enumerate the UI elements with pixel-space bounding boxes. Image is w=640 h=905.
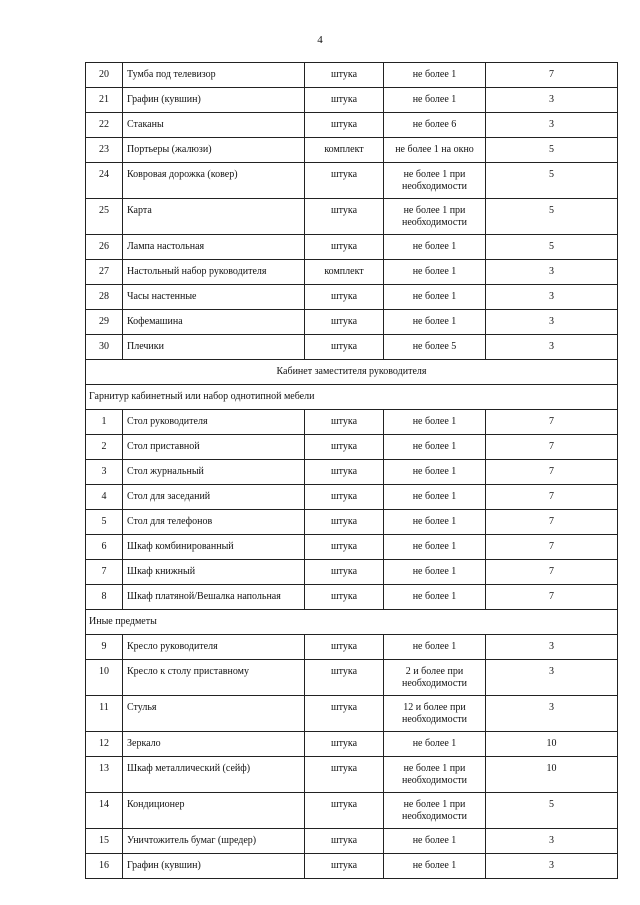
item-name: Кресло к столу приставному <box>123 660 305 696</box>
item-number: 6 <box>86 535 123 560</box>
item-unit: штука <box>305 410 384 435</box>
item-unit: штука <box>305 635 384 660</box>
item-term: 3 <box>486 696 618 732</box>
item-number: 30 <box>86 335 123 360</box>
item-quantity: не более 1 <box>384 854 486 879</box>
item-term: 7 <box>486 63 618 88</box>
item-name: Стол приставной <box>123 435 305 460</box>
table-section-other-header <box>86 610 618 635</box>
item-name: Ковровая дорожка (ковер) <box>123 163 305 199</box>
item-number: 10 <box>86 660 123 696</box>
item-number: 4 <box>86 485 123 510</box>
item-term: 5 <box>486 199 618 235</box>
item-term: 7 <box>486 460 618 485</box>
item-name: Портьеры (жалюзи) <box>123 138 305 163</box>
item-number: 3 <box>86 460 123 485</box>
item-quantity: 2 и более при необходимости <box>384 660 486 696</box>
item-unit: штука <box>305 460 384 485</box>
item-number: 12 <box>86 732 123 757</box>
table-row <box>86 829 618 854</box>
item-name: Стол журнальный <box>123 460 305 485</box>
item-unit: штука <box>305 235 384 260</box>
item-quantity: не более 1 при необходимости <box>384 163 486 199</box>
item-quantity: не более 1 <box>384 635 486 660</box>
item-name: Шкаф комбинированный <box>123 535 305 560</box>
item-term: 3 <box>486 113 618 138</box>
table-row <box>86 435 618 460</box>
table-row <box>86 138 618 163</box>
group-title-furniture: Гарнитур кабинетный или набор однотипной мебели <box>86 385 618 410</box>
table-row <box>86 793 618 829</box>
item-term: 10 <box>486 732 618 757</box>
item-quantity: не более 1 при необходимости <box>384 793 486 829</box>
item-term: 7 <box>486 585 618 610</box>
table-row <box>86 732 618 757</box>
item-unit: штука <box>305 435 384 460</box>
table-row <box>86 63 618 88</box>
item-name: Зеркало <box>123 732 305 757</box>
item-name: Тумба под телевизор <box>123 63 305 88</box>
item-number: 9 <box>86 635 123 660</box>
item-number: 23 <box>86 138 123 163</box>
table-row <box>86 460 618 485</box>
item-quantity: 12 и более при необходимости <box>384 696 486 732</box>
item-number: 15 <box>86 829 123 854</box>
item-unit: комплект <box>305 260 384 285</box>
item-term: 7 <box>486 560 618 585</box>
item-quantity: не более 1 при необходимости <box>384 199 486 235</box>
group-title-other: Иные предметы <box>86 610 618 635</box>
item-term: 7 <box>486 485 618 510</box>
table-row <box>86 485 618 510</box>
table-row <box>86 88 618 113</box>
item-unit: штука <box>305 285 384 310</box>
table-row <box>86 535 618 560</box>
table-row <box>86 854 618 879</box>
item-quantity: не более 1 при необходимости <box>384 757 486 793</box>
item-term: 7 <box>486 535 618 560</box>
table-row <box>86 585 618 610</box>
item-number: 24 <box>86 163 123 199</box>
item-unit: штука <box>305 535 384 560</box>
item-unit: штука <box>305 829 384 854</box>
item-quantity: не более 6 <box>384 113 486 138</box>
item-number: 21 <box>86 88 123 113</box>
item-quantity: не более 1 <box>384 510 486 535</box>
item-number: 2 <box>86 435 123 460</box>
item-unit: штука <box>305 310 384 335</box>
item-name: Плечики <box>123 335 305 360</box>
item-number: 8 <box>86 585 123 610</box>
item-name: Стол руководителя <box>123 410 305 435</box>
item-number: 5 <box>86 510 123 535</box>
item-quantity: не более 1 <box>384 485 486 510</box>
item-term: 3 <box>486 854 618 879</box>
item-term: 10 <box>486 757 618 793</box>
item-name: Шкаф металлический (сейф) <box>123 757 305 793</box>
item-number: 7 <box>86 560 123 585</box>
item-name: Кофемашина <box>123 310 305 335</box>
item-quantity: не более 1 <box>384 435 486 460</box>
item-name: Стол для заседаний <box>123 485 305 510</box>
item-number: 28 <box>86 285 123 310</box>
page-number: 4 <box>317 34 323 46</box>
item-unit: штука <box>305 732 384 757</box>
table-row <box>86 335 618 360</box>
table-row <box>86 310 618 335</box>
item-term: 3 <box>486 335 618 360</box>
item-quantity: не более 1 <box>384 285 486 310</box>
table-section-header <box>86 360 618 410</box>
norms-table <box>85 62 618 879</box>
item-term: 3 <box>486 310 618 335</box>
item-name: Кондиционер <box>123 793 305 829</box>
item-term: 7 <box>486 410 618 435</box>
item-number: 14 <box>86 793 123 829</box>
table-row <box>86 510 618 535</box>
table-row <box>86 410 618 435</box>
item-number: 29 <box>86 310 123 335</box>
item-quantity: не более 1 <box>384 235 486 260</box>
item-term: 5 <box>486 138 618 163</box>
item-term: 5 <box>486 235 618 260</box>
item-unit: комплект <box>305 138 384 163</box>
item-number: 1 <box>86 410 123 435</box>
item-unit: штука <box>305 199 384 235</box>
table-row <box>86 260 618 285</box>
item-term: 7 <box>486 510 618 535</box>
item-unit: штука <box>305 793 384 829</box>
item-quantity: не более 1 на окно <box>384 138 486 163</box>
table-row <box>86 199 618 235</box>
item-term: 3 <box>486 660 618 696</box>
item-number: 16 <box>86 854 123 879</box>
item-quantity: не более 1 <box>384 410 486 435</box>
item-unit: штука <box>305 510 384 535</box>
group-row-other <box>86 610 618 635</box>
item-name: Стулья <box>123 696 305 732</box>
item-quantity: не более 1 <box>384 560 486 585</box>
table-row <box>86 285 618 310</box>
item-quantity: не более 1 <box>384 88 486 113</box>
table-row <box>86 235 618 260</box>
item-unit: штука <box>305 335 384 360</box>
item-number: 11 <box>86 696 123 732</box>
item-number: 22 <box>86 113 123 138</box>
item-unit: штука <box>305 660 384 696</box>
item-unit: штука <box>305 757 384 793</box>
item-term: 7 <box>486 435 618 460</box>
table-section-b <box>86 410 618 610</box>
item-unit: штука <box>305 113 384 138</box>
table-row <box>86 163 618 199</box>
item-name: Уничтожитель бумаг (шредер) <box>123 829 305 854</box>
item-name: Кресло руководителя <box>123 635 305 660</box>
item-unit: штука <box>305 485 384 510</box>
item-unit: штука <box>305 560 384 585</box>
item-quantity: не более 1 <box>384 460 486 485</box>
item-unit: штука <box>305 585 384 610</box>
table-row <box>86 635 618 660</box>
item-term: 3 <box>486 635 618 660</box>
item-number: 26 <box>86 235 123 260</box>
item-name: Шкаф книжный <box>123 560 305 585</box>
item-term: 3 <box>486 285 618 310</box>
item-name: Шкаф платяной/Вешалка напольная <box>123 585 305 610</box>
item-term: 5 <box>486 793 618 829</box>
item-quantity: не более 1 <box>384 732 486 757</box>
item-number: 20 <box>86 63 123 88</box>
table-row <box>86 113 618 138</box>
item-term: 3 <box>486 260 618 285</box>
table-row <box>86 560 618 585</box>
section-title: Кабинет заместителя руководителя <box>86 360 618 385</box>
item-unit: штука <box>305 63 384 88</box>
item-number: 27 <box>86 260 123 285</box>
item-quantity: не более 1 <box>384 63 486 88</box>
table-section-c <box>86 635 618 879</box>
table-row <box>86 660 618 696</box>
item-quantity: не более 1 <box>384 829 486 854</box>
group-row-furniture <box>86 385 618 410</box>
item-unit: штука <box>305 854 384 879</box>
item-name: Карта <box>123 199 305 235</box>
item-name: Графин (кувшин) <box>123 88 305 113</box>
item-term: 3 <box>486 88 618 113</box>
item-name: Настольный набор руководителя <box>123 260 305 285</box>
item-unit: штука <box>305 163 384 199</box>
item-quantity: не более 1 <box>384 535 486 560</box>
table-section-a <box>86 63 618 360</box>
item-term: 5 <box>486 163 618 199</box>
item-quantity: не более 1 <box>384 310 486 335</box>
section-title-row <box>86 360 618 385</box>
item-name: Стол для телефонов <box>123 510 305 535</box>
item-term: 3 <box>486 829 618 854</box>
item-unit: штука <box>305 696 384 732</box>
item-quantity: не более 1 <box>384 585 486 610</box>
item-quantity: не более 1 <box>384 260 486 285</box>
item-name: Часы настенные <box>123 285 305 310</box>
item-number: 25 <box>86 199 123 235</box>
table-row <box>86 696 618 732</box>
item-number: 13 <box>86 757 123 793</box>
item-quantity: не более 5 <box>384 335 486 360</box>
item-unit: штука <box>305 88 384 113</box>
item-name: Стаканы <box>123 113 305 138</box>
item-name: Графин (кувшин) <box>123 854 305 879</box>
table-row <box>86 757 618 793</box>
item-name: Лампа настольная <box>123 235 305 260</box>
